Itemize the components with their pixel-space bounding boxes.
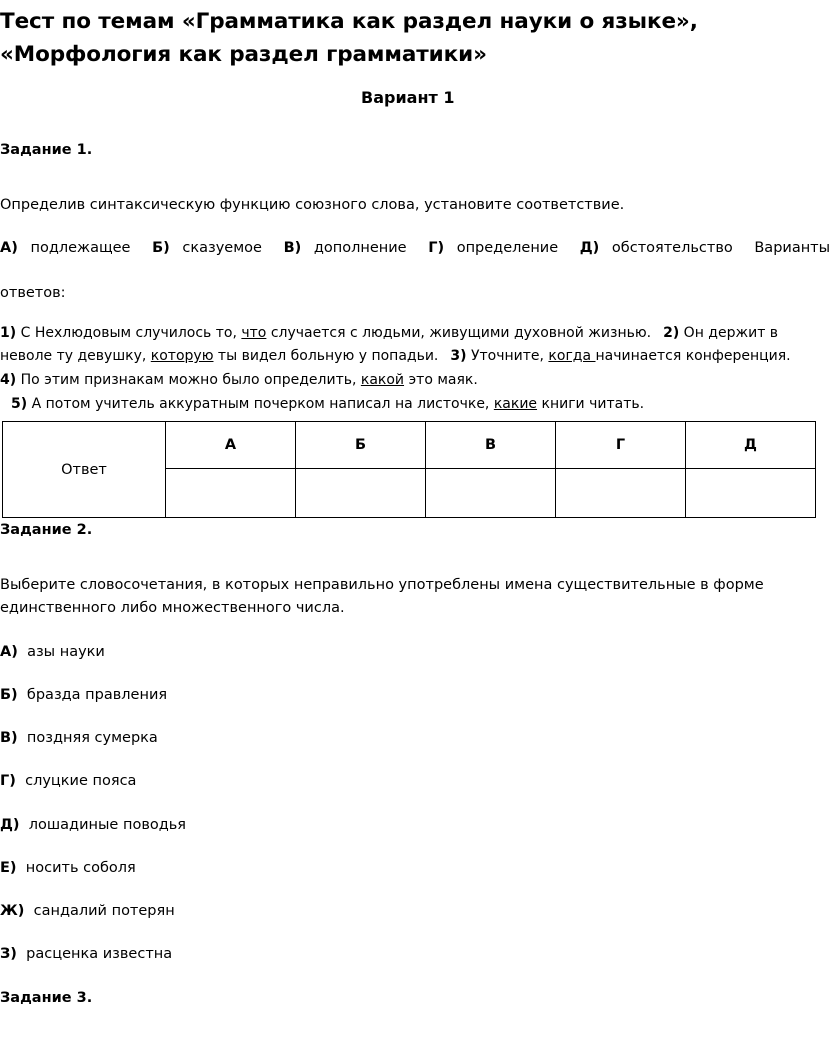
option-text: дополнение — [313, 240, 407, 256]
sentence-text: По этим признакам можно было определить, — [16, 372, 361, 388]
sentence-underlined-word: которую — [150, 348, 214, 364]
sentence-underlined-word: какие — [493, 396, 538, 412]
task2-instruction-line-2: единственного либо множественного числа. — [0, 600, 345, 616]
item-letter: Г) — [0, 773, 16, 789]
task2-instruction-line-1: Выберите словосочетания, в которых неправильно употреблены имена существительные в форме — [0, 577, 764, 593]
sentence-text: случается с людьми, живущими духовной жизнью. — [266, 325, 652, 341]
option-letter: Г) — [428, 240, 445, 256]
sentence-text: А потом учитель аккуратным почерком написал на листочке, — [27, 396, 494, 412]
answer-column-header: А — [166, 422, 296, 469]
item-letter: Ж) — [0, 903, 25, 919]
task2-item — [0, 730, 158, 746]
answer-cell[interactable] — [686, 469, 816, 518]
answer-cell[interactable] — [426, 469, 556, 518]
sentence-text: книги читать. — [537, 396, 645, 412]
sentence-number: 5) — [11, 396, 28, 412]
task1-options-row — [0, 240, 830, 256]
answer-cell[interactable] — [556, 469, 686, 518]
sentence-text: Уточните, — [466, 348, 549, 364]
task2-item — [0, 946, 172, 962]
task2-item — [0, 644, 105, 660]
sentence-number: 4) — [0, 372, 17, 388]
answer-column-header: Б — [296, 422, 426, 469]
item-text: бразда правления — [26, 687, 168, 703]
item-text: поздняя сумерка — [26, 730, 158, 746]
task1-instruction: Определив синтаксическую функцию союзного слова, установите соответствие. — [0, 197, 625, 213]
option-letter: Д) — [579, 240, 600, 256]
variants-word: Варианты — [754, 240, 830, 256]
answer-cell[interactable] — [166, 469, 296, 518]
task2-item — [0, 903, 175, 919]
sentence-number: 3) — [450, 348, 467, 364]
option-letter: Б) — [152, 240, 170, 256]
sentence-number: 2) — [663, 325, 680, 341]
sentence-line-3 — [0, 372, 478, 388]
item-text: лошадиные поводья — [28, 817, 187, 833]
item-text: азы науки — [27, 644, 105, 660]
option-letter: А) — [0, 240, 18, 256]
answer-row-label: Ответ — [3, 422, 166, 518]
sentence-line-2 — [0, 348, 791, 364]
sentence-text: это маяк. — [404, 372, 478, 388]
sentence-text: Он держит в — [679, 325, 779, 341]
item-letter: Д) — [0, 817, 20, 833]
sentence-text: неволе ту девушку, — [0, 348, 151, 364]
page-title-line-2: «Морфология как раздел грамматики» — [0, 42, 487, 67]
task2-item — [0, 817, 186, 833]
item-letter: А) — [0, 644, 18, 660]
item-letter: З) — [0, 946, 17, 962]
task2-heading: Задание 2. — [0, 522, 93, 538]
task2-item — [0, 773, 136, 789]
item-text: слуцкие пояса — [25, 773, 137, 789]
answer-column-header: В — [426, 422, 556, 469]
page-title-line-1: Тест по темам «Грамматика как раздел науки о языке», — [0, 9, 698, 34]
option-text: обстоятельство — [611, 240, 733, 256]
sentence-line-4 — [11, 396, 644, 412]
item-text: сандалий потерян — [33, 903, 175, 919]
task2-item — [0, 860, 136, 876]
item-letter: В) — [0, 730, 18, 746]
sentence-underlined-word: что — [241, 325, 267, 341]
answer-column-header: Д — [686, 422, 816, 469]
sentence-text: С Нехлюдовым случилось то, — [16, 325, 242, 341]
item-letter: Б) — [0, 687, 18, 703]
answer-table — [2, 421, 816, 518]
sentence-text: ты видел больную у попадьи. — [213, 348, 439, 364]
variants-tail: ответов: — [0, 285, 66, 301]
sentence-underlined-word: какой — [360, 372, 405, 388]
option-text: подлежащее — [30, 240, 131, 256]
task1-heading: Задание 1. — [0, 142, 93, 158]
sentence-line-1 — [0, 325, 778, 341]
option-text: сказуемое — [182, 240, 262, 256]
task2-item — [0, 687, 167, 703]
sentence-number: 1) — [0, 325, 17, 341]
option-letter: В) — [283, 240, 302, 256]
item-text: расценка известна — [26, 946, 173, 962]
task3-heading: Задание 3. — [0, 990, 93, 1006]
answer-column-header: Г — [556, 422, 686, 469]
sentence-text: начинается конференция. — [595, 348, 791, 364]
variant-heading: Вариант 1 — [361, 88, 455, 107]
option-text: определение — [456, 240, 559, 256]
sentence-underlined-word: когда — [548, 348, 596, 364]
item-letter: Е) — [0, 860, 17, 876]
answer-cell[interactable] — [296, 469, 426, 518]
item-text: носить соболя — [25, 860, 136, 876]
